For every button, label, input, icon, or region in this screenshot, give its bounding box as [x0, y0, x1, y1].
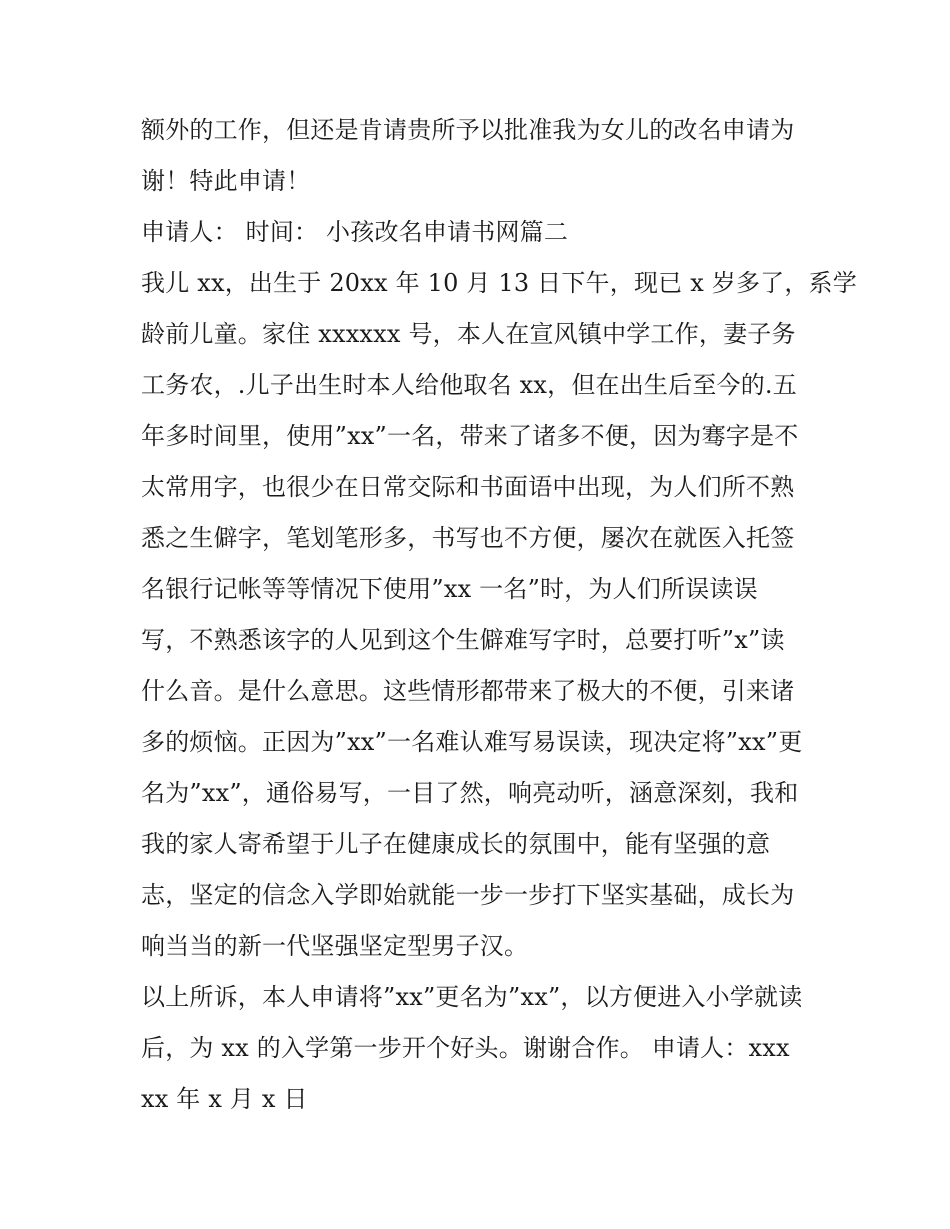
text-line: 额外的工作，但还是肯请贵所予以批准我为女儿的改名申请为 [141, 116, 795, 144]
text-line: 悉之生僻字，笔划笔形多，书写也不方便，屡次在就医入托签 [141, 524, 795, 552]
text-line: 以上所诉，本人申请将”xx”更名为”xx”，以方便进入小学就读 [141, 983, 803, 1011]
text-line: 太常用字，也很少在日常交际和书面语中出现，为人们所不熟 [141, 473, 795, 501]
text-line: 我的家人寄希望于儿子在健康成长的氛围中，能有坚强的意 [141, 830, 771, 858]
document-body [141, 105, 857, 1125]
text-line: 我儿 xx，出生于 20xx 年 10 月 13 日下午，现已 x 岁多了，系学 [141, 269, 857, 297]
text-line: 响当当的新一代坚强坚定型男子汉。 [141, 932, 529, 960]
text-line: 名银行记帐等等情况下使用”xx 一名”时，为人们所误读误 [141, 575, 758, 603]
text-line: 年多时间里，使用”xx”一名，带来了诸多不便，因为骞字是不 [141, 422, 799, 450]
text-line: 什么音。是什么意思。这些情形都带来了极大的不便，引来诸 [141, 677, 795, 705]
text-line: 工务农，.儿子出生时本人给他取名 xx，但在出生后至今的.五 [141, 371, 797, 399]
text-line: 谢！特此申请！ [141, 167, 311, 195]
text-line: 多的烦恼。正因为”xx”一名难认难写易误读，现决定将”xx”更 [141, 728, 803, 756]
text-line: 后，为 xx 的入学第一步开个好头。谢谢合作。 申请人：xxx [141, 1034, 790, 1062]
text-line: 名为”xx”，通俗易写，一目了然，响亮动听，涵意深刻，我和 [141, 779, 799, 807]
text-line: 龄前儿童。家住 xxxxxx 号，本人在宣风镇中学工作，妻子务 [141, 320, 796, 348]
text-line: 志，坚定的信念入学即始就能一步一步打下坚实基础，成长为 [141, 881, 795, 909]
text-line: 写，不熟悉该字的人见到这个生僻难写字时，总要打听”x”读 [141, 626, 785, 654]
text-line: 申请人： 时间： 小孩改名申请书网篇二 [141, 218, 569, 246]
text-line: xx 年 x 月 x 日 [141, 1085, 308, 1113]
